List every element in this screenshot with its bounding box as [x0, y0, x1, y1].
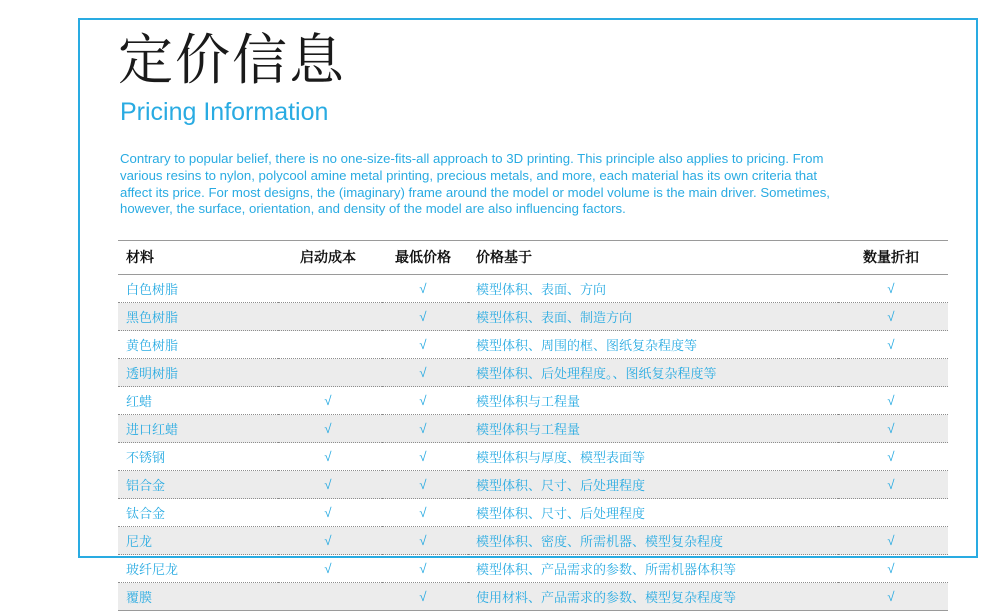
cell-material: 白色树脂 [118, 275, 278, 303]
column-header-material: 材料 [118, 241, 278, 275]
cell-price-basis: 使用材料、产品需求的参数、模型复杂程度等 [468, 583, 838, 611]
cell-price-basis: 模型体积与工程量 [468, 387, 838, 415]
cell-price-basis: 模型体积、表面、方向 [468, 275, 838, 303]
cell-min-price: √ [382, 471, 468, 499]
cell-startup-cost: √ [278, 555, 382, 583]
cell-startup-cost [278, 583, 382, 611]
column-header-qty-discount: 数量折扣 [838, 241, 948, 275]
column-header-startup-cost: 启动成本 [278, 241, 382, 275]
cell-material: 钛合金 [118, 499, 278, 527]
cell-min-price: √ [382, 387, 468, 415]
page-title-cn: 定价信息 [118, 29, 347, 91]
cell-price-basis: 模型体积、表面、制造方向 [468, 303, 838, 331]
cell-material: 进口红蜡 [118, 415, 278, 443]
cell-qty-discount [838, 499, 948, 527]
cell-min-price: √ [382, 443, 468, 471]
cell-material: 透明树脂 [118, 359, 278, 387]
cell-startup-cost: √ [278, 443, 382, 471]
table-row [118, 471, 948, 499]
cell-qty-discount [838, 359, 948, 387]
pricing-table [118, 240, 948, 611]
page-title-en: Pricing Information [120, 97, 329, 126]
cell-min-price: √ [382, 275, 468, 303]
table-row [118, 359, 948, 387]
slide-content [118, 28, 948, 611]
table-row [118, 443, 948, 471]
cell-qty-discount: √ [838, 471, 948, 499]
cell-qty-discount: √ [838, 387, 948, 415]
cell-startup-cost: √ [278, 471, 382, 499]
table-row [118, 275, 948, 303]
cell-material: 不锈钢 [118, 443, 278, 471]
cell-min-price: √ [382, 527, 468, 555]
table-row [118, 583, 948, 611]
cell-material: 尼龙 [118, 527, 278, 555]
cell-min-price: √ [382, 555, 468, 583]
cell-material: 覆膜 [118, 583, 278, 611]
cell-material: 黄色树脂 [118, 331, 278, 359]
cell-min-price: √ [382, 359, 468, 387]
cell-qty-discount: √ [838, 303, 948, 331]
table-row [118, 527, 948, 555]
cell-min-price: √ [382, 303, 468, 331]
cell-material: 红蜡 [118, 387, 278, 415]
cell-qty-discount: √ [838, 415, 948, 443]
cell-price-basis: 模型体积、尺寸、后处理程度 [468, 499, 838, 527]
column-header-min-price: 最低价格 [382, 241, 468, 275]
cell-material: 黑色树脂 [118, 303, 278, 331]
table-row [118, 331, 948, 359]
table-row [118, 499, 948, 527]
cell-price-basis: 模型体积、密度、所需机器、模型复杂程度 [468, 527, 838, 555]
cell-price-basis: 模型体积、尺寸、后处理程度 [468, 471, 838, 499]
cell-startup-cost [278, 303, 382, 331]
cell-qty-discount: √ [838, 443, 948, 471]
cell-material: 玻纤尼龙 [118, 555, 278, 583]
cell-qty-discount: √ [838, 275, 948, 303]
cell-qty-discount: √ [838, 583, 948, 611]
cell-price-basis: 模型体积、后处理程度。、图纸复杂程度等 [468, 359, 838, 387]
table-body [118, 275, 948, 611]
intro-paragraph: Contrary to popular belief, there is no one-size-fits-all approach to 3D printing. This principle also applies to pricing. From various resins to nylon, polycool amine metal printing, precious metals, and more, each material has its own criteria that affect its price. For most designs, the (imaginary) frame around the model or model volume is the main driver. Sometimes, however, the surface, orientation, and density of the model are also influencing factors. [120, 150, 830, 217]
cell-material: 铝合金 [118, 471, 278, 499]
cell-qty-discount: √ [838, 331, 948, 359]
cell-price-basis: 模型体积与厚度、模型表面等 [468, 443, 838, 471]
cell-startup-cost [278, 331, 382, 359]
table-header-row [118, 241, 948, 275]
table-row [118, 303, 948, 331]
cell-price-basis: 模型体积与工程量 [468, 415, 838, 443]
cell-startup-cost: √ [278, 387, 382, 415]
table-row [118, 415, 948, 443]
cell-min-price: √ [382, 499, 468, 527]
table-row [118, 387, 948, 415]
cell-startup-cost: √ [278, 527, 382, 555]
cell-min-price: √ [382, 583, 468, 611]
cell-startup-cost: √ [278, 499, 382, 527]
cell-min-price: √ [382, 415, 468, 443]
table-row [118, 555, 948, 583]
cell-startup-cost [278, 359, 382, 387]
cell-qty-discount: √ [838, 555, 948, 583]
column-header-price-basis: 价格基于 [468, 241, 838, 275]
cell-startup-cost [278, 275, 382, 303]
cell-price-basis: 模型体积、周围的框、图纸复杂程度等 [468, 331, 838, 359]
cell-startup-cost: √ [278, 415, 382, 443]
cell-price-basis: 模型体积、产品需求的参数、所需机器体积等 [468, 555, 838, 583]
cell-qty-discount: √ [838, 527, 948, 555]
table-header [118, 241, 948, 275]
cell-min-price: √ [382, 331, 468, 359]
